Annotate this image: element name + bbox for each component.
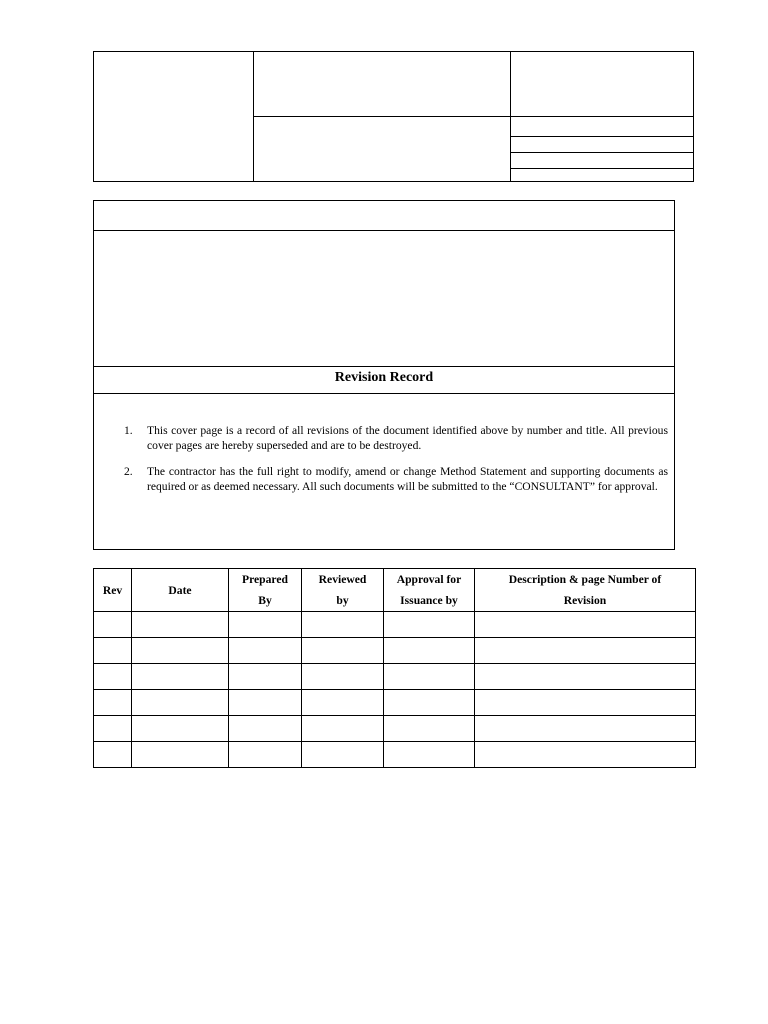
table-cell bbox=[94, 638, 132, 664]
table-cell bbox=[229, 742, 302, 768]
table-cell bbox=[94, 716, 132, 742]
document-info-row bbox=[511, 137, 693, 153]
revision-record-heading: Revision Record bbox=[94, 367, 674, 394]
table-cell bbox=[384, 690, 475, 716]
revision-table-header-row bbox=[94, 569, 696, 612]
table-cell bbox=[384, 742, 475, 768]
revision-notes-area bbox=[94, 394, 674, 549]
note-number: 1. bbox=[124, 424, 133, 437]
table-cell bbox=[229, 638, 302, 664]
document-info-row bbox=[511, 153, 693, 169]
table-cell bbox=[475, 664, 696, 690]
table-cell bbox=[94, 690, 132, 716]
table-cell bbox=[132, 716, 229, 742]
table-cell bbox=[229, 716, 302, 742]
column-header-label: Date bbox=[168, 583, 192, 597]
table-cell bbox=[302, 716, 384, 742]
revision-record-block bbox=[93, 200, 675, 550]
revision-table-header bbox=[94, 569, 696, 612]
table-cell bbox=[384, 612, 475, 638]
table-row bbox=[94, 664, 696, 690]
table-cell bbox=[229, 664, 302, 690]
table-cell bbox=[94, 612, 132, 638]
note-number: 2. bbox=[124, 465, 133, 478]
column-header-label: Reviewed bbox=[318, 573, 367, 586]
table-cell bbox=[132, 638, 229, 664]
record-title-row bbox=[94, 201, 674, 231]
table-cell bbox=[302, 664, 384, 690]
column-header-rev bbox=[94, 569, 132, 612]
table-cell bbox=[384, 716, 475, 742]
revision-note bbox=[124, 465, 668, 494]
table-row bbox=[94, 638, 696, 664]
column-header-label: Approval for bbox=[396, 573, 462, 586]
table-cell bbox=[302, 638, 384, 664]
table-cell bbox=[94, 742, 132, 768]
column-header-reviewed-by bbox=[302, 569, 384, 612]
column-header-approval bbox=[384, 569, 475, 612]
table-cell bbox=[475, 690, 696, 716]
table-row bbox=[94, 690, 696, 716]
table-cell bbox=[475, 742, 696, 768]
table-cell bbox=[94, 664, 132, 690]
column-header-label: Description & page Number of bbox=[508, 573, 662, 586]
table-row bbox=[94, 716, 696, 742]
table-cell bbox=[229, 612, 302, 638]
revision-table bbox=[93, 568, 696, 768]
revision-table-body bbox=[94, 612, 696, 768]
table-cell bbox=[229, 690, 302, 716]
table-cell bbox=[132, 742, 229, 768]
document-info-cell bbox=[511, 52, 693, 117]
table-cell bbox=[384, 664, 475, 690]
column-header-label: Rev bbox=[102, 583, 123, 597]
note-text: This cover page is a record of all revisions of the document identified above by number and title. All previous cover pages are hereby superseded and are to be destroyed. bbox=[147, 424, 668, 452]
table-cell bbox=[475, 638, 696, 664]
column-header-date bbox=[132, 569, 229, 612]
record-content-area bbox=[94, 231, 674, 367]
document-header-block bbox=[93, 51, 694, 182]
column-header-label: Issuance by bbox=[400, 594, 458, 607]
revision-notes-list bbox=[124, 424, 668, 506]
column-header-label: by bbox=[336, 594, 349, 607]
table-cell bbox=[132, 612, 229, 638]
table-cell bbox=[302, 612, 384, 638]
table-cell bbox=[302, 742, 384, 768]
document-info-row bbox=[511, 117, 693, 137]
logo-cell bbox=[94, 52, 254, 181]
table-cell bbox=[132, 664, 229, 690]
table-cell bbox=[475, 716, 696, 742]
table-row bbox=[94, 742, 696, 768]
column-header-label: Prepared bbox=[242, 573, 288, 586]
column-header-description bbox=[475, 569, 696, 612]
note-text: The contractor has the full right to modify, amend or change Method Statement and supporting documents as required or as deemed necessary. All such documents will be submitted to the “CONSULTANT” for approval. bbox=[147, 465, 668, 493]
document-info-row bbox=[511, 169, 693, 181]
table-cell bbox=[302, 690, 384, 716]
column-header-label: By bbox=[258, 594, 272, 607]
column-header-prepared-by bbox=[229, 569, 302, 612]
document-title-cell bbox=[254, 52, 511, 117]
table-cell bbox=[132, 690, 229, 716]
revision-note bbox=[124, 424, 668, 453]
document-subtitle-cell bbox=[254, 117, 511, 181]
column-header-label: Revision bbox=[563, 594, 607, 607]
table-cell bbox=[475, 612, 696, 638]
table-cell bbox=[384, 638, 475, 664]
table-row bbox=[94, 612, 696, 638]
